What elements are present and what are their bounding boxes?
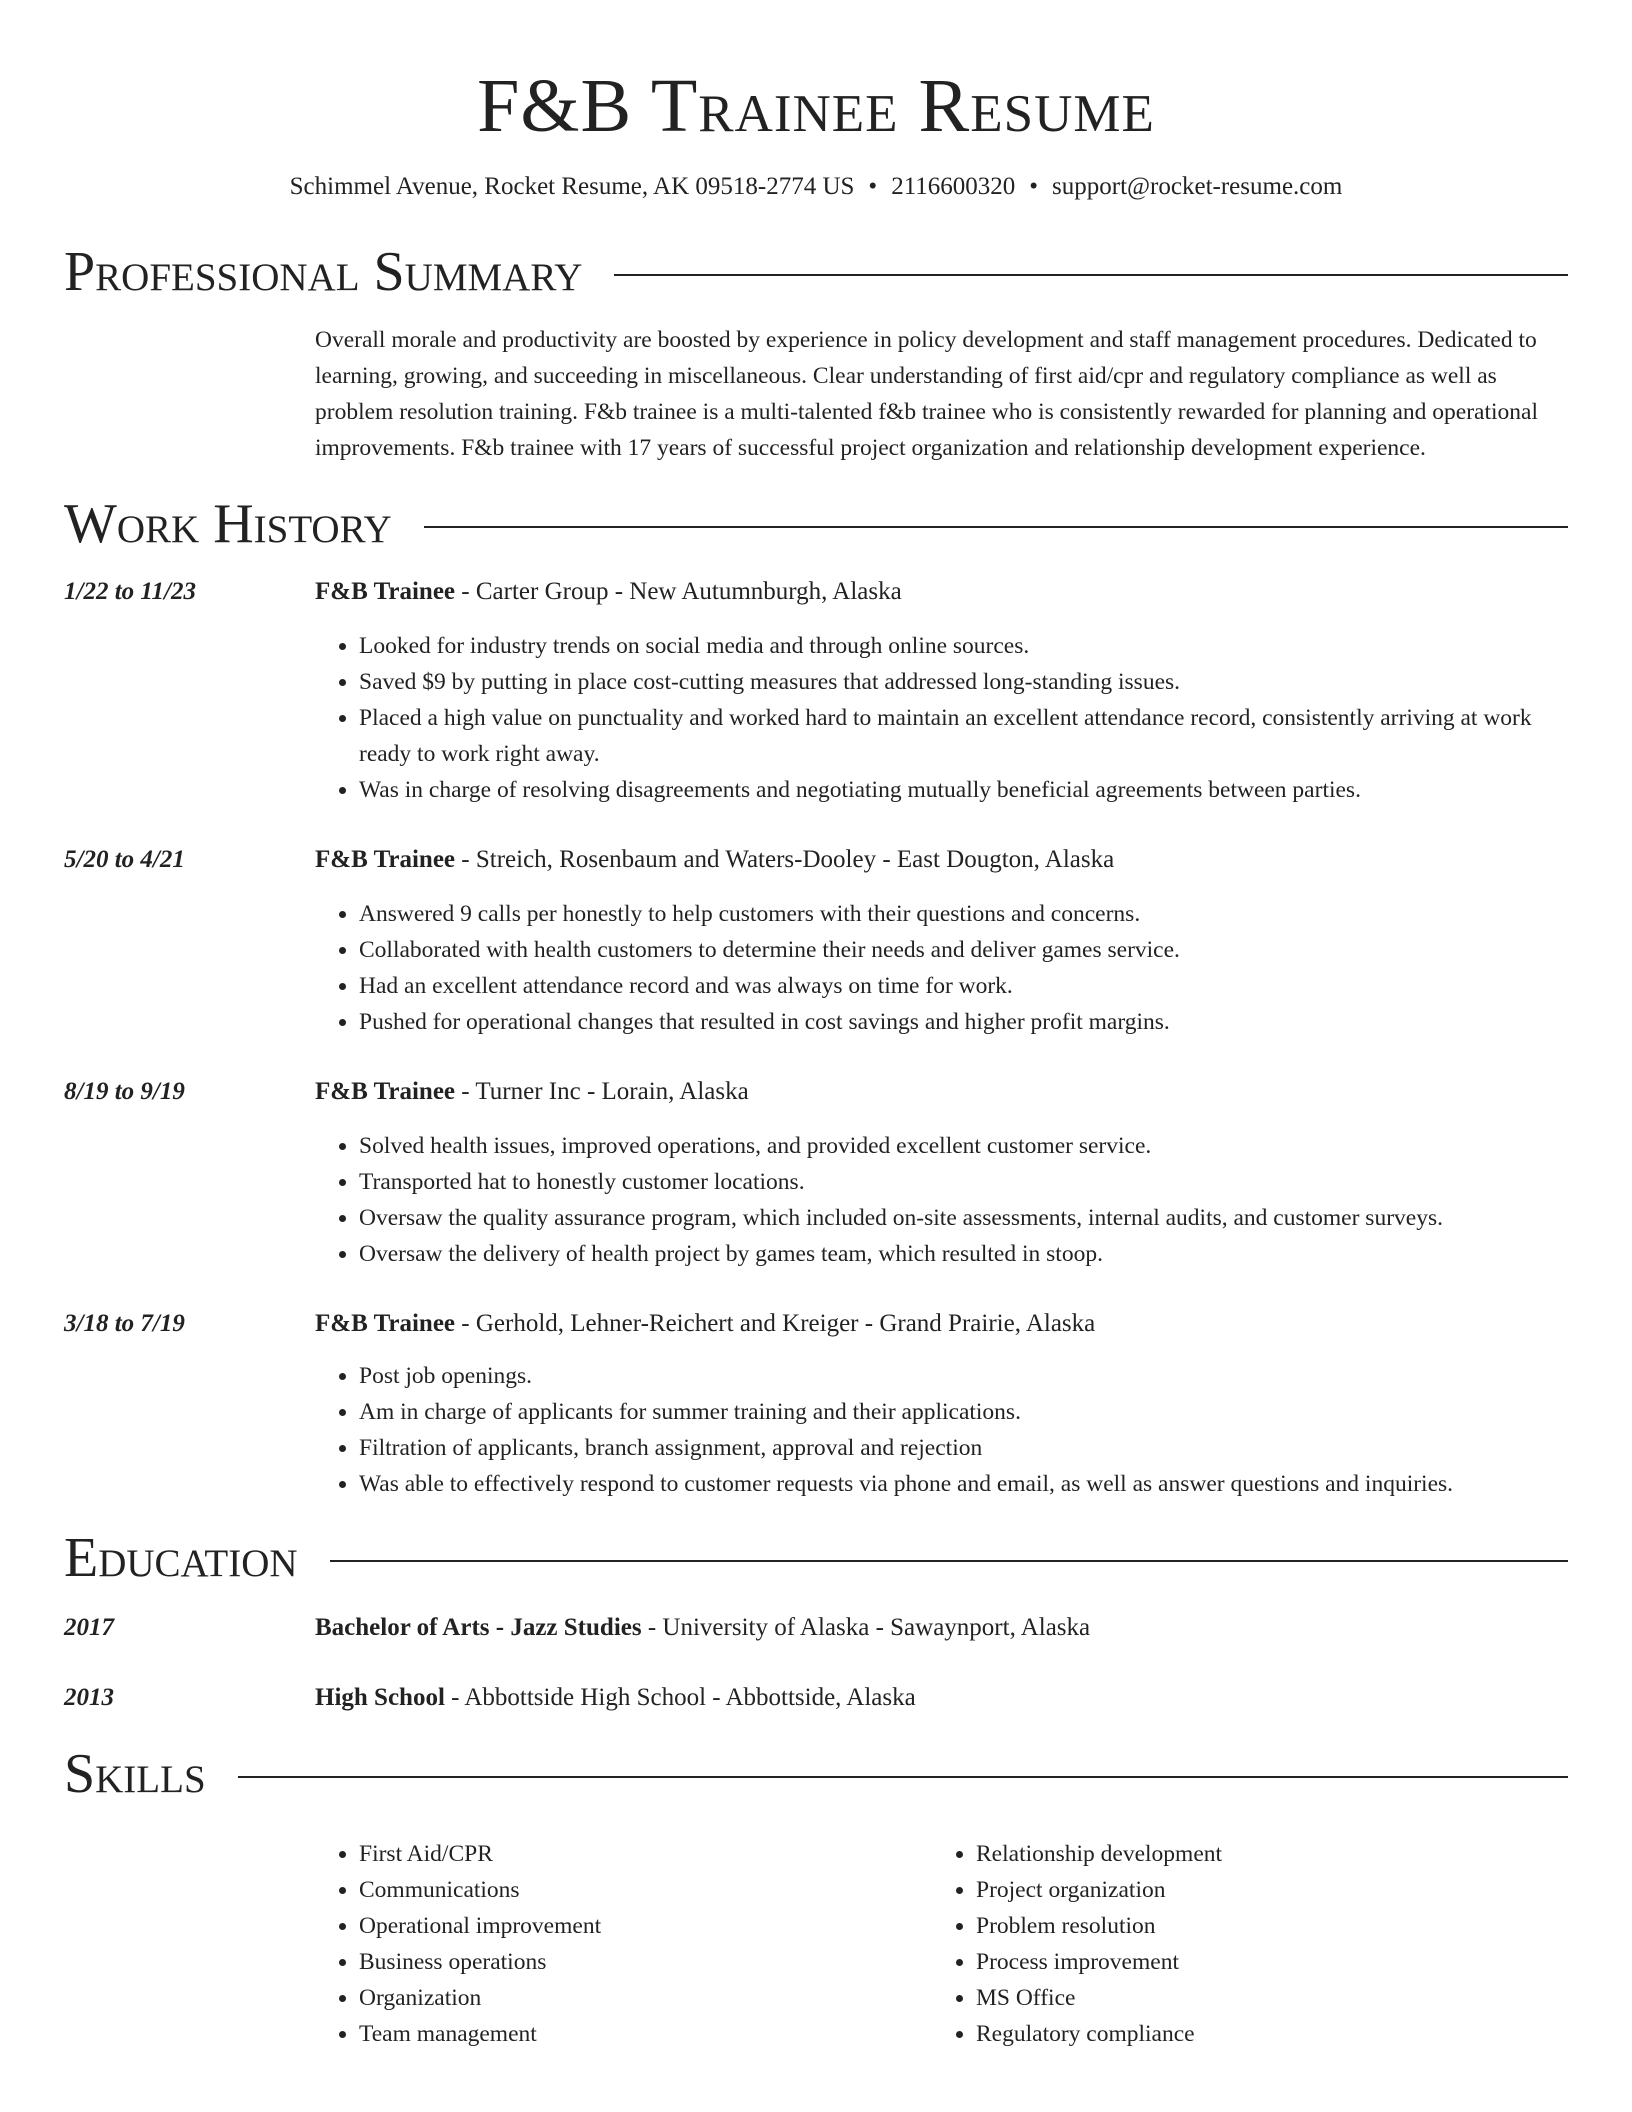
resume-title: F&B Trainee Resume bbox=[477, 64, 1155, 148]
skill-item: • Problem resolution bbox=[976, 1908, 1549, 1944]
section-divider bbox=[614, 274, 1568, 276]
list-item: • Placed a high value on punctuality and worked hard to maintain an excellent attendance record, consistently arriving at work ready to work right away. bbox=[359, 700, 1568, 772]
list-item: • Collaborated with health customers to determine their needs and deliver games service. bbox=[359, 932, 1568, 968]
skills-list bbox=[315, 1836, 1568, 2052]
section-divider bbox=[424, 526, 1568, 528]
skills-section-header bbox=[64, 1742, 1568, 1806]
education-details: - Abbottside High School - Abbottside, Alaska bbox=[444, 1684, 916, 1711]
education-heading: Education bbox=[64, 1527, 298, 1589]
summary-section-header bbox=[64, 240, 1568, 304]
job-bullets bbox=[315, 628, 1568, 808]
job-bullets bbox=[315, 1128, 1568, 1272]
education-degree: High School bbox=[315, 1684, 445, 1711]
job-heading bbox=[315, 574, 1568, 610]
contact-separator: • bbox=[868, 173, 878, 200]
list-item: • Filtration of applicants, branch assignment, approval and rejection bbox=[359, 1430, 1568, 1466]
job-bullets bbox=[315, 1358, 1568, 1502]
skill-item: • Regulatory compliance bbox=[976, 2016, 1549, 2052]
skill-item: • Process improvement bbox=[976, 1944, 1549, 1980]
list-item: • Looked for industry trends on social media and through online sources. bbox=[359, 628, 1568, 664]
job-heading bbox=[315, 1306, 1568, 1342]
job-title: F&B Trainee bbox=[315, 1310, 456, 1337]
skill-item: • First Aid/CPR bbox=[359, 1836, 932, 1872]
job-entry bbox=[64, 1074, 1568, 1272]
skill-item: • MS Office bbox=[976, 1980, 1549, 2016]
education-entry bbox=[64, 1680, 1568, 1716]
job-entry bbox=[64, 842, 1568, 1040]
job-title: F&B Trainee bbox=[315, 1078, 456, 1105]
job-title: F&B Trainee bbox=[315, 578, 456, 605]
job-details: - Carter Group - New Autumnburgh, Alaska bbox=[455, 578, 902, 605]
list-item: • Answered 9 calls per honestly to help customers with their questions and concerns. bbox=[359, 896, 1568, 932]
skill-item: • Communications bbox=[359, 1872, 932, 1908]
list-item: • Was in charge of resolving disagreements and negotiating mutually beneficial agreements between parties. bbox=[359, 772, 1568, 808]
education-heading-line bbox=[315, 1610, 1568, 1646]
list-item: • Oversaw the delivery of health project by games team, which resulted in stoop. bbox=[359, 1236, 1568, 1272]
education-section-header bbox=[64, 1526, 1568, 1590]
skills-column-right bbox=[932, 1836, 1549, 2052]
job-entry bbox=[64, 1306, 1568, 1502]
job-date: 8/19 to 9/19 bbox=[64, 1078, 185, 1105]
skill-item: • Operational improvement bbox=[359, 1908, 932, 1944]
job-details: - Gerhold, Lehner-Reichert and Kreiger - Grand Prairie, Alaska bbox=[455, 1310, 1096, 1337]
resume-page bbox=[64, 0, 1568, 2052]
summary-text: Overall morale and productivity are boosted by experience in policy development and staff management procedures. Dedicated to learning, growing, and succeeding in miscellaneous. Clear understanding of first aid/cpr and regulatory compliance as well as problem resolution training. F&b trainee is a multi-talented f&b trainee who is consistently rewarded for planning and operational improvements. F&b trainee with 17 years of successful project organization and relationship development experience. bbox=[315, 327, 1538, 461]
work-heading: Work History bbox=[64, 493, 392, 555]
list-item: • Pushed for operational changes that resulted in cost savings and higher profit margins. bbox=[359, 1004, 1568, 1040]
job-title: F&B Trainee bbox=[315, 846, 456, 873]
skill-item: • Team management bbox=[359, 2016, 932, 2052]
list-item: • Had an excellent attendance record and was always on time for work. bbox=[359, 968, 1568, 1004]
education-date: 2017 bbox=[64, 1614, 114, 1641]
contact-address: Schimmel Avenue, Rocket Resume, AK 09518-2774 US bbox=[289, 173, 855, 200]
skills-heading: Skills bbox=[64, 1743, 206, 1805]
job-heading bbox=[315, 1074, 1568, 1110]
education-heading-line bbox=[315, 1680, 1568, 1716]
skill-item: • Business operations bbox=[359, 1944, 932, 1980]
skill-item: • Organization bbox=[359, 1980, 932, 2016]
education-degree: Bachelor of Arts - Jazz Studies bbox=[315, 1614, 642, 1641]
list-item: • Was able to effectively respond to customer requests via phone and email, as well as answer questions and inquiries. bbox=[359, 1466, 1568, 1502]
skill-item: • Project organization bbox=[976, 1872, 1549, 1908]
contact-email: support@rocket-resume.com bbox=[1052, 173, 1343, 200]
summary-heading: Professional Summary bbox=[64, 241, 583, 303]
contact-phone: 2116600320 bbox=[891, 173, 1016, 200]
work-section-header bbox=[64, 492, 1568, 556]
list-item: • Am in charge of applicants for summer training and their applications. bbox=[359, 1394, 1568, 1430]
skill-item: • Relationship development bbox=[976, 1836, 1549, 1872]
list-item: • Transported hat to honestly customer locations. bbox=[359, 1164, 1568, 1200]
job-date: 5/20 to 4/21 bbox=[64, 846, 185, 873]
education-details: - University of Alaska - Sawaynport, Alaska bbox=[641, 1614, 1091, 1641]
contact-line bbox=[64, 170, 1568, 204]
job-date: 3/18 to 7/19 bbox=[64, 1310, 185, 1337]
section-divider bbox=[330, 1560, 1568, 1562]
education-date: 2013 bbox=[64, 1684, 114, 1711]
list-item: • Saved $9 by putting in place cost-cutting measures that addressed long-standing issues. bbox=[359, 664, 1568, 700]
section-divider bbox=[238, 1776, 1568, 1778]
job-heading bbox=[315, 842, 1568, 878]
list-item: • Oversaw the quality assurance program, which included on-site assessments, internal audits, and customer surveys. bbox=[359, 1200, 1568, 1236]
job-date: 1/22 to 11/23 bbox=[64, 578, 196, 605]
job-details: - Turner Inc - Lorain, Alaska bbox=[455, 1078, 749, 1105]
contact-separator: • bbox=[1029, 173, 1039, 200]
job-details: - Streich, Rosenbaum and Waters-Dooley - East Dougton, Alaska bbox=[455, 846, 1115, 873]
list-item: • Post job openings. bbox=[359, 1358, 1568, 1394]
education-entry bbox=[64, 1610, 1568, 1646]
skills-column-left bbox=[315, 1836, 932, 2052]
job-entry bbox=[64, 574, 1568, 808]
list-item: • Solved health issues, improved operations, and provided excellent customer service. bbox=[359, 1128, 1568, 1164]
job-bullets bbox=[315, 896, 1568, 1040]
